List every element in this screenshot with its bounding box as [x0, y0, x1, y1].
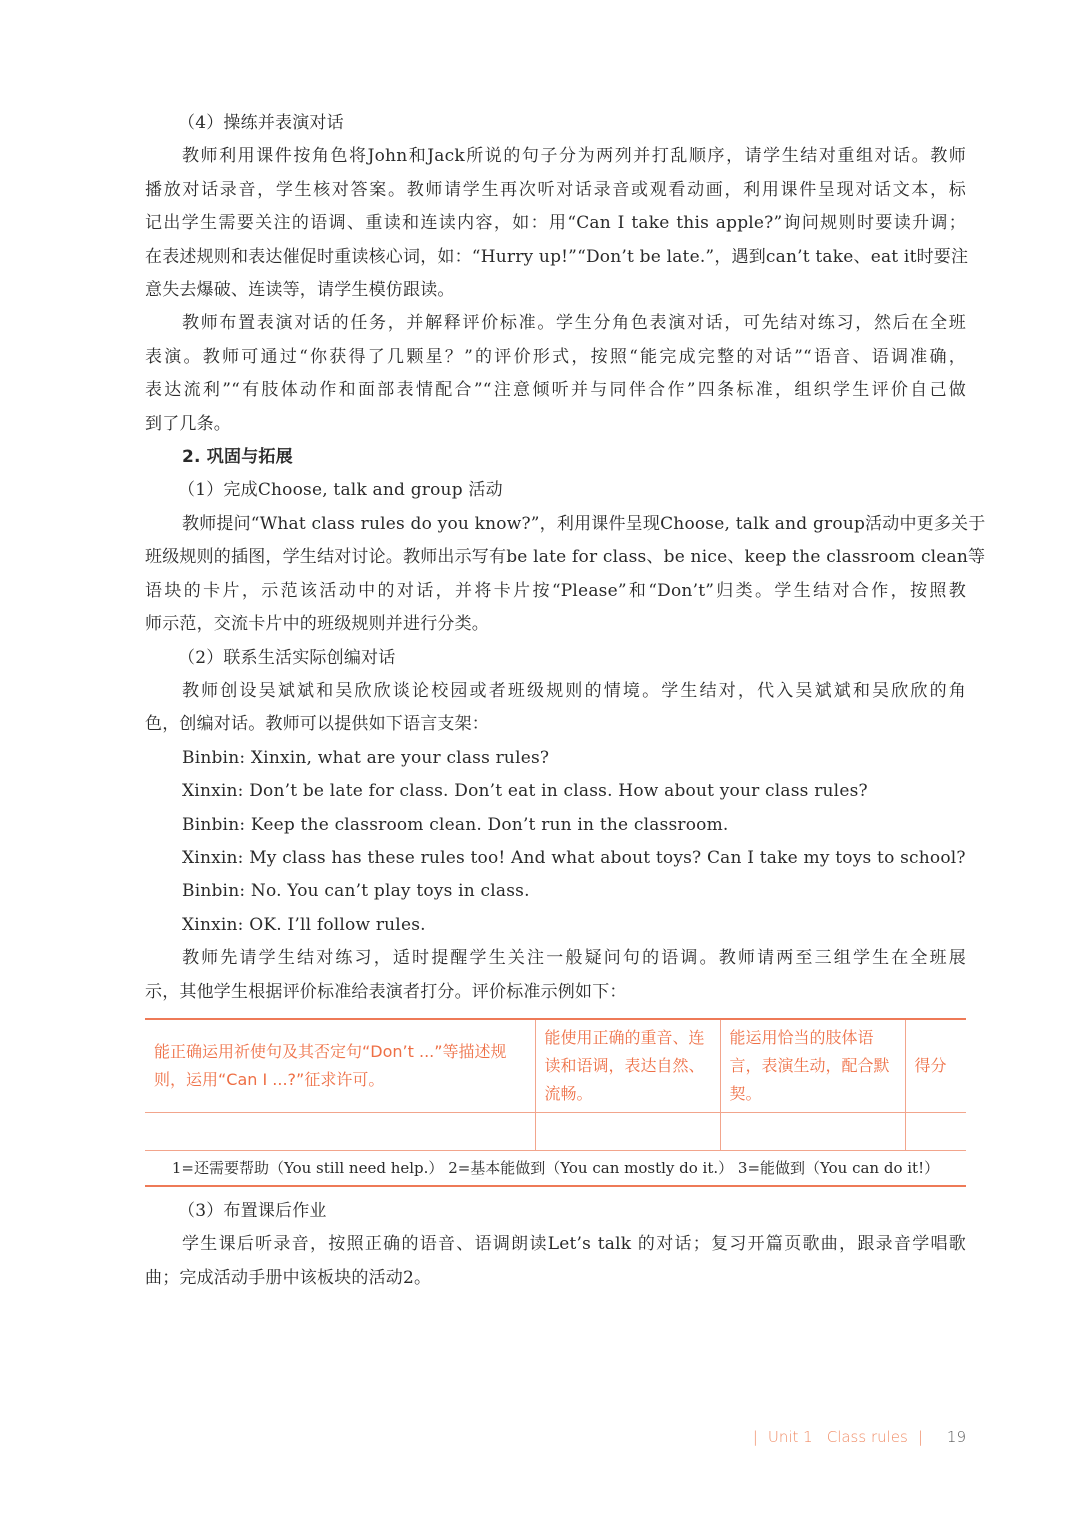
rubric-cell	[905, 1112, 966, 1150]
footer-unit: Unit 1	[767, 1428, 813, 1446]
paragraph-line: 到了几条。	[145, 413, 231, 434]
paragraph-line: 教师利用课件按角色将John和Jack所说的句子分为两列并打乱顺序，请学生结对重组对话。教师	[182, 146, 966, 167]
paragraph-line: 教师布置表演对话的任务，并解释评价标准。学生分角色表演对话，可先结对练习，然后在全班	[182, 313, 966, 334]
rubric-criterion-2: 能使用正确的重音、连读和语调，表达自然、流畅。	[535, 1019, 720, 1113]
paragraph-line: 语块的卡片，示范该活动中的对话，并将卡片按“Please”和“Don’t”归类。学生结对合作，按照教	[145, 580, 966, 601]
paragraph-line: 色，创编对话。教师可以提供如下语言支架：	[145, 714, 489, 735]
page-footer	[743, 1428, 966, 1446]
dialogue-line: Xinxin: OK. I’ll follow rules.	[182, 914, 426, 935]
paragraph-line: 表演。教师可通过“你获得了几颗星？”的评价形式，按照“能完成完整的对话”“语音、语调准确，	[145, 346, 966, 367]
paragraph-line: 教师先请学生结对练习，适时提醒学生关注一般疑问句的语调。教师请两至三组学生在全班展	[182, 948, 966, 969]
footer-divider: |	[752, 1428, 758, 1446]
paragraph-line: 学生课后听录音，按照正确的语音、语调朗读Let’s talk 的对话；复习开篇页歌曲，跟录音学唱歌	[182, 1234, 966, 1255]
subsection-heading-3: （3）布置课后作业	[178, 1200, 327, 1221]
paragraph-line: 播放对话录音，学生核对答案。教师请学生再次听对话录音或观看动画，利用课件呈现对话文本，标	[145, 179, 966, 200]
rubric-cell	[720, 1112, 905, 1150]
rubric-table	[145, 1018, 966, 1151]
subsection-heading-2: （2）联系生活实际创编对话	[178, 647, 396, 668]
paragraph-line: 曲；完成活动手册中该板块的活动2。	[145, 1267, 432, 1288]
paragraph-line: 在表述规则和表达催促时重读核心词，如：“Hurry up!”“Don’t be late.”，遇到can’t take、eat it时要注	[145, 246, 969, 267]
dialogue-line: Xinxin: My class has these rules too! And what about toys? Can I take my toys to school?	[182, 847, 966, 868]
rubric-score-header: 得分	[905, 1019, 966, 1113]
paragraph-line: 班级规则的插图，学生结对讨论。教师出示写有be late for class、be nice、keep the classroom clean等	[145, 547, 986, 568]
footer-title: Class rules	[826, 1428, 908, 1446]
dialogue-line: Binbin: No. You can’t play toys in class.	[182, 881, 530, 902]
subsection-heading-1: （1）完成Choose, talk and group 活动	[178, 480, 503, 501]
section-heading-2: 2. 巩固与拓展	[182, 447, 293, 468]
rubric-empty-row	[145, 1112, 966, 1150]
paragraph-line: 教师提问“What class rules do you know?”，利用课件呈现Choose, talk and group活动中更多关于	[182, 513, 986, 534]
rubric-cell	[535, 1112, 720, 1150]
paragraph-line: 示，其他学生根据评价标准给表演者打分。评价标准示例如下：	[145, 981, 627, 1002]
rubric-criterion-1: 能正确运用祈使句及其否定句“Don’t ...”等描述规则，运用“Can I ...?”征求许可。	[145, 1019, 535, 1113]
dialogue-line: Xinxin: Don’t be late for class. Don’t eat in class. How about your class rules?	[182, 781, 868, 802]
rubric-cell	[145, 1112, 535, 1150]
page-number: 19	[946, 1428, 966, 1446]
footer-divider: |	[917, 1428, 923, 1446]
paragraph-line: 教师创设吴斌斌和吴欣欣谈论校园或者班级规则的情境。学生结对，代入吴斌斌和吴欣欣的角	[182, 680, 966, 701]
paragraph-line: 记出学生需要关注的语调、重读和连读内容，如：用“Can I take this apple?”询问规则时要读升调；	[145, 213, 966, 234]
paragraph-line: 表达流利”“有肢体动作和面部表情配合”“注意倾听并与同伴合作”四条标准，组织学生评价自己做	[145, 380, 966, 401]
page-body	[145, 107, 986, 1295]
paragraph-line: 师示范，交流卡片中的班级规则并进行分类。	[145, 614, 489, 635]
rubric-criterion-3: 能运用恰当的肢体语言，表演生动，配合默契。	[720, 1019, 905, 1113]
dialogue-line: Binbin: Xinxin, what are your class rules?	[182, 747, 550, 768]
rubric-header-row	[145, 1019, 966, 1113]
dialogue-line: Binbin: Keep the classroom clean. Don’t run in the classroom.	[182, 814, 729, 835]
rubric-scale-note: 1=还需要帮助（You still need help.） 2=基本能做到（You can mostly do it.） 3=能做到（You can do it!）	[145, 1151, 966, 1187]
paragraph-line: 意失去爆破、连读等，请学生模仿跟读。	[145, 280, 455, 301]
section-heading-4: （4）操练并表演对话	[178, 113, 344, 133]
